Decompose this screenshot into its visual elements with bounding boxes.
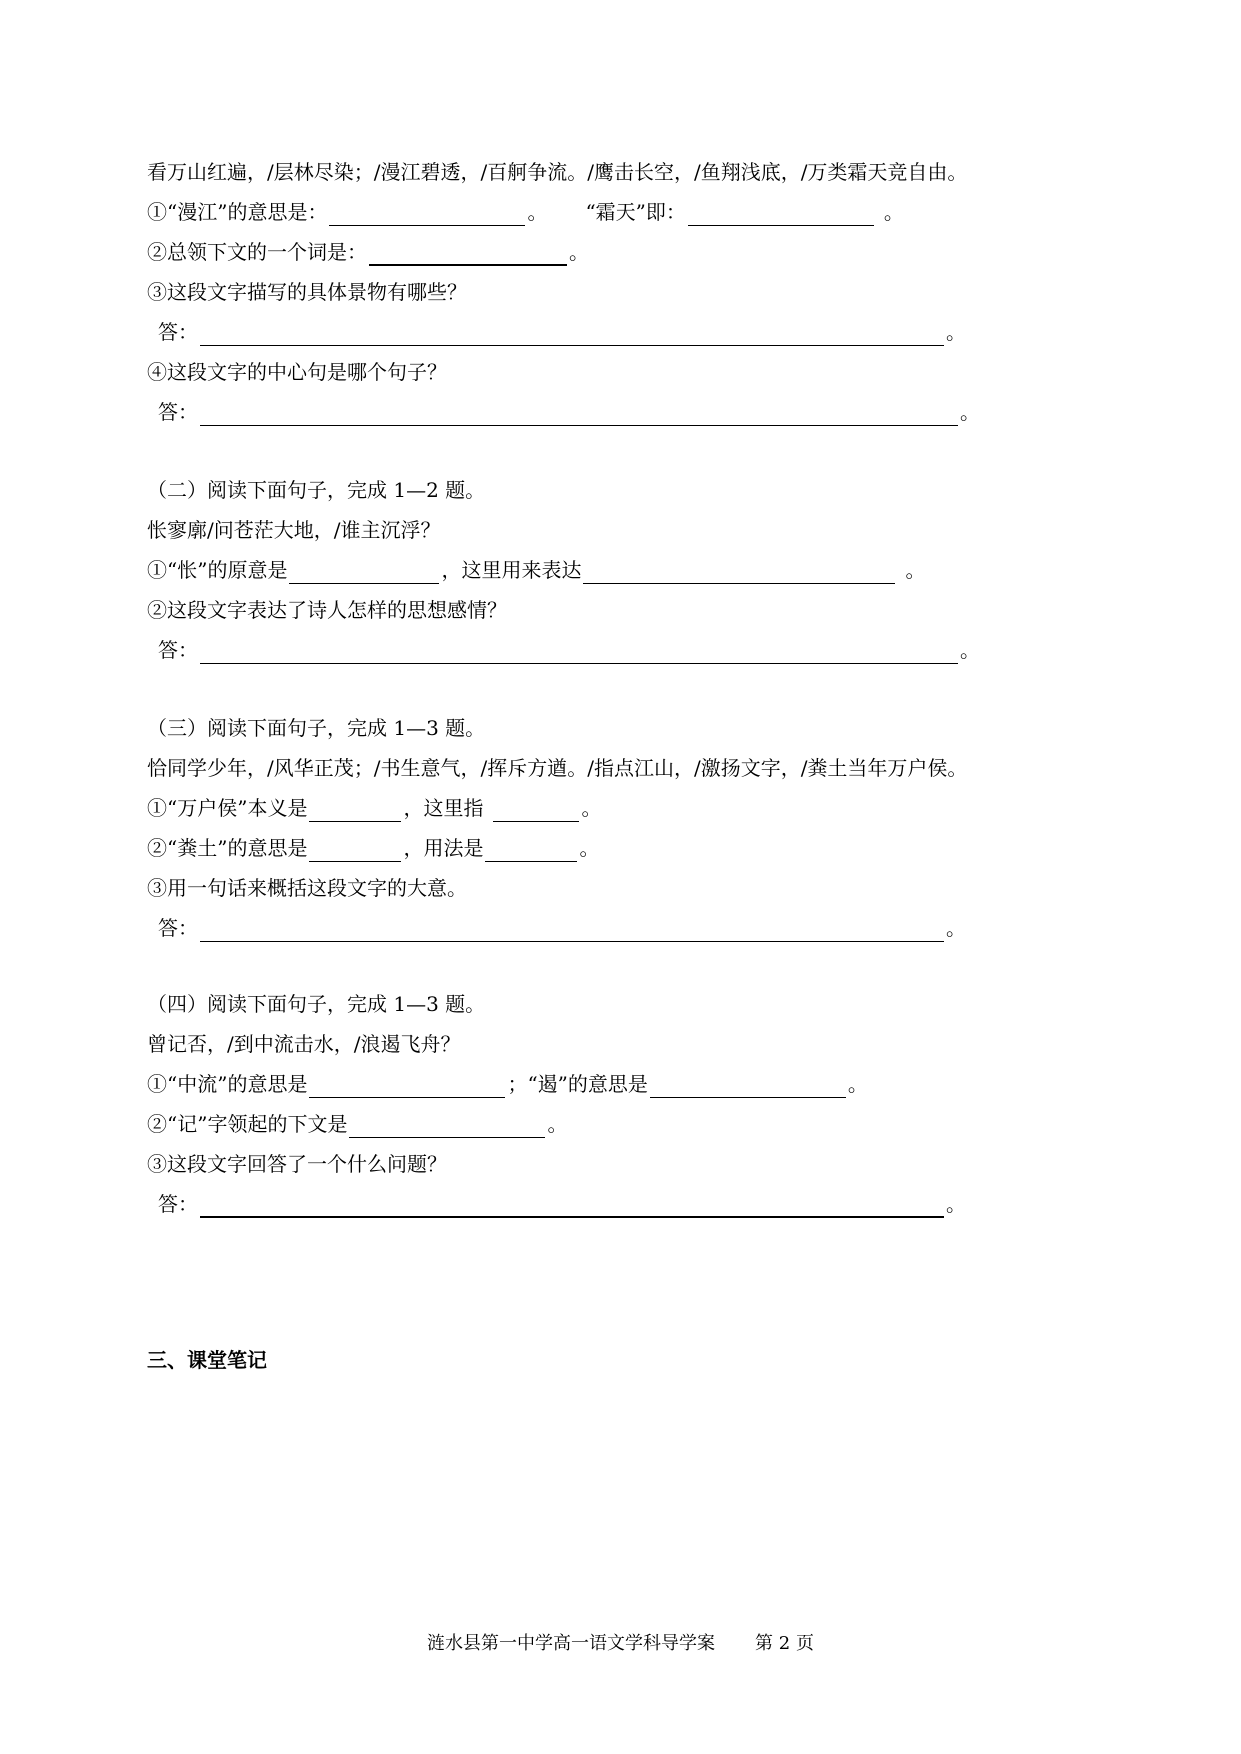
question-2-1-text-a: ①“怅”的原意是 [147, 558, 288, 582]
answer-blank[interactable] [200, 403, 958, 426]
answer-blank[interactable] [369, 242, 567, 266]
section-4-heading: （四）阅读下面句子，完成 1—3 题。 [147, 992, 486, 1016]
answer-line-4-3 [158, 1190, 966, 1218]
answer-blank[interactable] [289, 561, 439, 584]
answer-line-1-3 [158, 318, 966, 346]
answer-blank[interactable] [200, 919, 944, 942]
answer-blank[interactable] [485, 839, 577, 862]
answer-blank[interactable] [349, 1115, 545, 1138]
answer-line-2-2 [158, 636, 980, 664]
passage-3: 恰同学少年，/风华正茂；/书生意气，/挥斥方遒。/指点江山，/激扬文字，/粪土当年万户侯。 [147, 756, 968, 780]
question-1-1 [147, 198, 904, 226]
answer-blank[interactable] [309, 1075, 505, 1098]
question-1-3: ③这段文字描写的具体景物有哪些？ [147, 280, 467, 304]
period: 。 [946, 320, 966, 344]
period: 。 [569, 240, 589, 264]
question-2-1-text-b: ，这里用来表达 [441, 558, 582, 582]
section-2-heading: （二）阅读下面句子，完成 1—2 题。 [147, 478, 486, 502]
footer-page-number: 第 2 页 [755, 1633, 814, 1654]
period: 。 [883, 200, 904, 224]
answer-line-1-4 [158, 398, 980, 426]
answer-blank[interactable] [650, 1075, 846, 1098]
question-3-2-text-b: ，用法是 [403, 836, 484, 860]
footer-school: 涟水县第一中学高一语文学科导学案 [427, 1633, 716, 1654]
answer-blank[interactable] [309, 839, 401, 862]
question-3-1 [147, 794, 601, 822]
question-3-1-text-a: ①“万户侯”本义是 [147, 796, 308, 820]
passage-4: 曾记否，/到中流击水，/浪遏飞舟？ [147, 1032, 461, 1056]
question-2-2: ②这段文字表达了诗人怎样的思想感情？ [147, 598, 507, 622]
period: 。 [547, 1112, 568, 1136]
answer-blank[interactable] [200, 1194, 944, 1218]
answer-blank[interactable] [688, 203, 874, 226]
period: 。 [946, 916, 966, 940]
question-4-1 [147, 1070, 868, 1098]
question-1-1-text-a: ①“漫江”的意思是： [147, 200, 328, 224]
answer-label: 答： [158, 916, 198, 940]
answer-blank[interactable] [329, 203, 525, 226]
question-1-2-text: ②总领下文的一个词是： [147, 240, 367, 264]
passage-2: 怅寥廓/问苍茫大地，/谁主沉浮？ [147, 518, 441, 542]
period: 。 [960, 400, 980, 424]
answer-label: 答： [158, 638, 198, 662]
section-3-heading: （三）阅读下面句子，完成 1—3 题。 [147, 716, 486, 740]
question-4-1-text-a: ①“中流”的意思是 [147, 1072, 308, 1096]
period: 。 [905, 558, 926, 582]
passage-1: 看万山红遍，/层林尽染；/漫江碧透，/百舸争流。/鹰击长空，/鱼翔浅底，/万类霜天竞自由。 [147, 160, 968, 184]
question-3-2-text-a: ②“粪土”的意思是 [147, 836, 308, 860]
question-1-2 [147, 238, 589, 266]
period: 。 [579, 836, 600, 860]
question-3-2 [147, 834, 599, 862]
class-notes-heading: 三、课堂笔记 [147, 1348, 267, 1372]
question-4-3: ③这段文字回答了一个什么问题？ [147, 1152, 447, 1176]
period: 。 [960, 638, 980, 662]
question-4-1-text-b: ；“遏”的意思是 [507, 1072, 648, 1096]
question-3-3: ③用一句话来概括这段文字的大意。 [147, 876, 467, 900]
answer-line-3-3 [158, 914, 966, 942]
answer-blank[interactable] [200, 641, 958, 664]
answer-blank[interactable] [309, 799, 401, 822]
answer-label: 答： [158, 400, 198, 424]
answer-blank[interactable] [583, 561, 895, 584]
period: 。 [527, 200, 548, 224]
period: 。 [847, 1072, 868, 1096]
question-4-2 [147, 1110, 567, 1138]
answer-blank[interactable] [200, 323, 944, 346]
question-1-4: ④这段文字的中心句是哪个句子？ [147, 360, 447, 384]
period: 。 [581, 796, 602, 820]
question-2-1 [147, 556, 925, 584]
question-1-1-text-b: “霜天”即： [585, 200, 686, 224]
period: 。 [946, 1192, 966, 1216]
answer-label: 答： [158, 320, 198, 344]
answer-label: 答： [158, 1192, 198, 1216]
page-footer [0, 1632, 1241, 1656]
answer-blank[interactable] [493, 799, 579, 822]
question-3-1-text-b: ，这里指 [403, 796, 484, 820]
question-4-2-text: ②“记”字领起的下文是 [147, 1112, 348, 1136]
